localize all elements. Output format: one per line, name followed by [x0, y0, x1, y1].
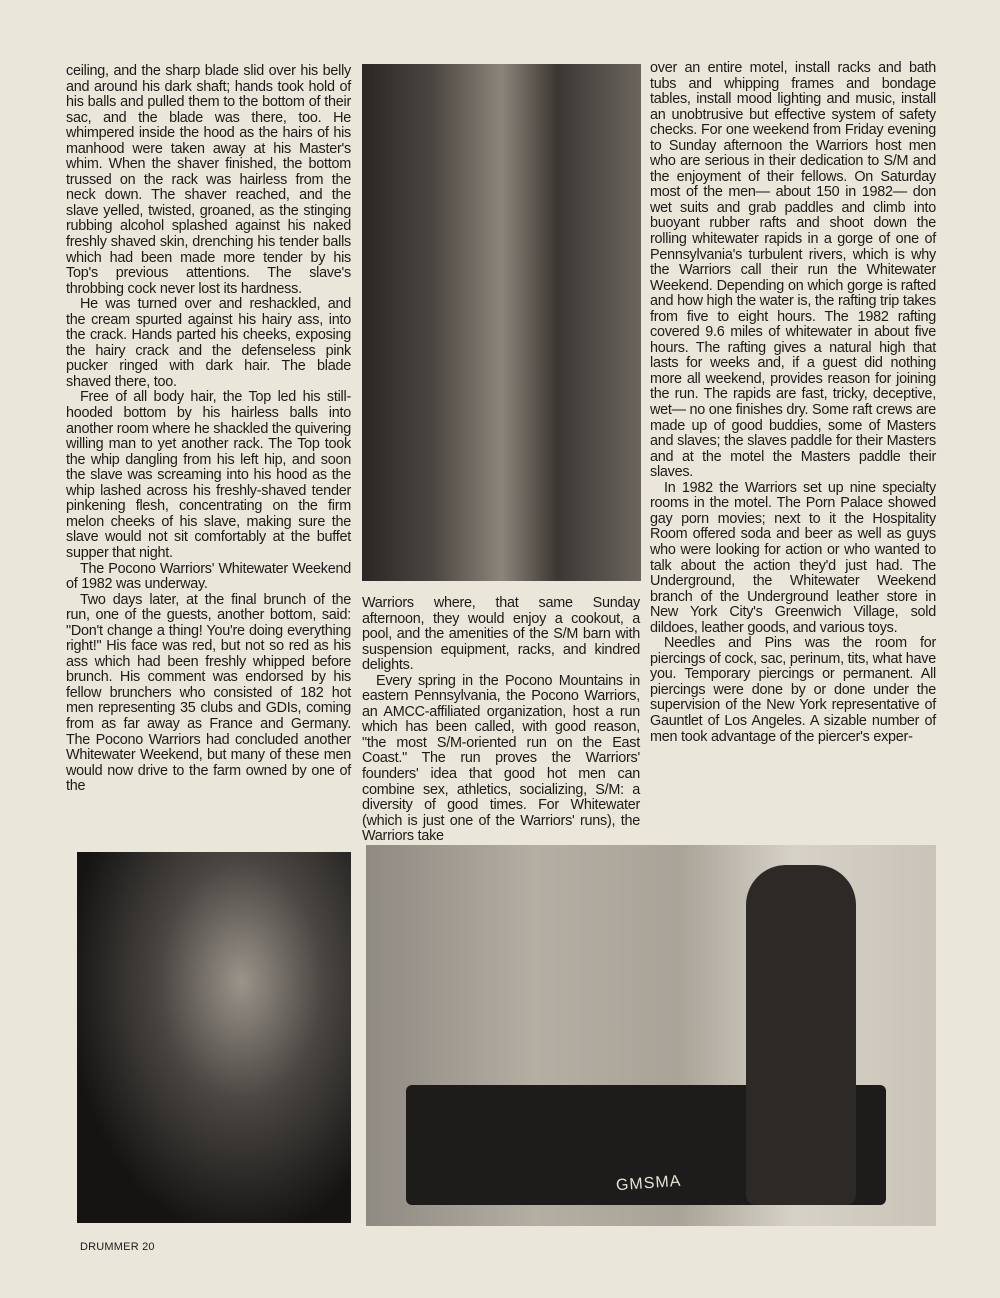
paragraph: over an entire motel, install racks and bath tubs and whipping frames and bondage tables, install mood lighting and music, install an unobtrusive but effective system of safety checks. For one weekend from Friday evening to Sunday afternoon the Warriors host men who are serious in their dedication to S/M and the enjoyment of their fellows. On Saturday most of the men— about 150 in 1982— don wet suits and grab paddles and climb into buoyant rubber rafts and shoot down the rolling whitewater rapids in a gorge of one of Pennsylvania's turbulent rivers, which is why the Warriors call their run the Whitewater Weekend. Depending on which gorge is rafted and how high the water is, the rafting trip takes from five to eight hours. The 1982 rafting covered 9.6 miles of whitewater in about five hours. The rafting gives a natural high that lasts for weeks and, if a guest did nothing more all weekend, provides reason for joining the run. The rapids are fast, tricky, deceptive, wet— no one finishes dry. Some raft crews are made up of good buddies, some of Masters and slaves; the slaves paddle for their Masters and at the motel the Masters paddle their slaves.	[650, 60, 937, 481]
photo-bottom-right	[366, 845, 936, 1226]
paragraph: The Pocono Warriors' Whitewater Weekend of 1982 was underway.	[66, 560, 351, 593]
photo-bottom-left	[77, 852, 351, 1223]
paragraph: Every spring in the Pocono Mountains in eastern Pennsylvania, the Pocono Warriors, an AMCC-affiliated organization, host a run which has been called, with good reason, "the most S/M-oriented run on the East Coast." The run proves the Warriors' founders' idea that good hot men can combine sex, athletics, socializing, S/M: a diversity of good times. For Whitewater (which is just one of the Warriors' runs), the Warriors take	[362, 672, 640, 845]
article-column-2	[362, 596, 640, 845]
photo-top-middle	[362, 64, 641, 581]
paragraph: Warriors where, that same Sunday afternoon, they would enjoy a cookout, a pool, and the amenities of the S/M barn with suspension equipment, racks, and kindred delights.	[362, 595, 640, 674]
paragraph: Two days later, at the final brunch of the run, one of the guests, another bottom, said: "Don't change a thing! You're doing everything right!" His face was red, but not so red as his ass which had been freshly whipped before brunch. His comment was endorsed by his fellow brunchers who consisted of 182 hot men representing 35 clubs and GDIs, coming from as far away as France and Germany. The Pocono Warriors had concluded another Whitewater Weekend, but many of these men would now drive to the farm owned by one of the	[66, 591, 351, 795]
article-column-3	[650, 61, 936, 745]
article-column-1	[66, 64, 351, 795]
photo-lettering: GMSMA	[615, 1172, 682, 1195]
paragraph: Free of all body hair, the Top led his still-hooded bottom by his hairless balls into another room where he shackled the quivering willing man to yet another rack. The Top took the whip dangling from his left hip, and soon the slave was screaming into his hood as the whip lashed across his freshly-shaved tender pinkening flesh, concentrating on the firm melon cheeks of his slave, making sure the slave would not sit comfortably at the buffet supper that night.	[66, 389, 351, 561]
paragraph: In 1982 the Warriors set up nine specialty rooms in the motel. The Porn Palace showed gay porn movies; next to it the Hospitality Room offered soda and beer as well as guys who were looking for action or who wanted to talk about the action they'd just had. The Underground, the Whitewater Weekend branch of the Underground leather store in New York City's Greenwich Village, sold dildoes, leather goods, and various toys.	[650, 479, 936, 636]
page-folio: DRUMMER 20	[80, 1241, 155, 1253]
paragraph: ceiling, and the sharp blade slid over his belly and around his dark shaft; hands took hold of his balls and pulled them to the bottom of their sac, and the blade was there, too. He whimpered inside the hood as the hairs of his manhood were taken away at his Master's whim. When the shaver finished, the bottom trussed on the rack was hairless from the neck down. The shaver reached, and the slave yelled, twisted, groaned, as the stinging rubbing alcohol splashed against his naked freshly shaved skin, drenching his tender balls which had been made more tender by his Top's previous attentions. The slave's throbbing cock never lost its hardness.	[66, 63, 351, 297]
photo-figure-shape	[746, 865, 856, 1205]
paragraph: He was turned over and reshackled, and the cream spurted against his hairy ass, into the crack. Hands parted his cheeks, exposing the hairy crack and the defenseless pink pucker ringed with dark hair. The blade shaved there, too.	[66, 296, 351, 390]
paragraph: Needles and Pins was the room for piercings of cock, sac, perinum, tits, what have you. Temporary piercings or permanent. All piercings were done by or done under the supervision of the New York representative of Gauntlet of Los Angeles. A sizable number of men took advantage of the piercer's exper-	[650, 635, 936, 745]
